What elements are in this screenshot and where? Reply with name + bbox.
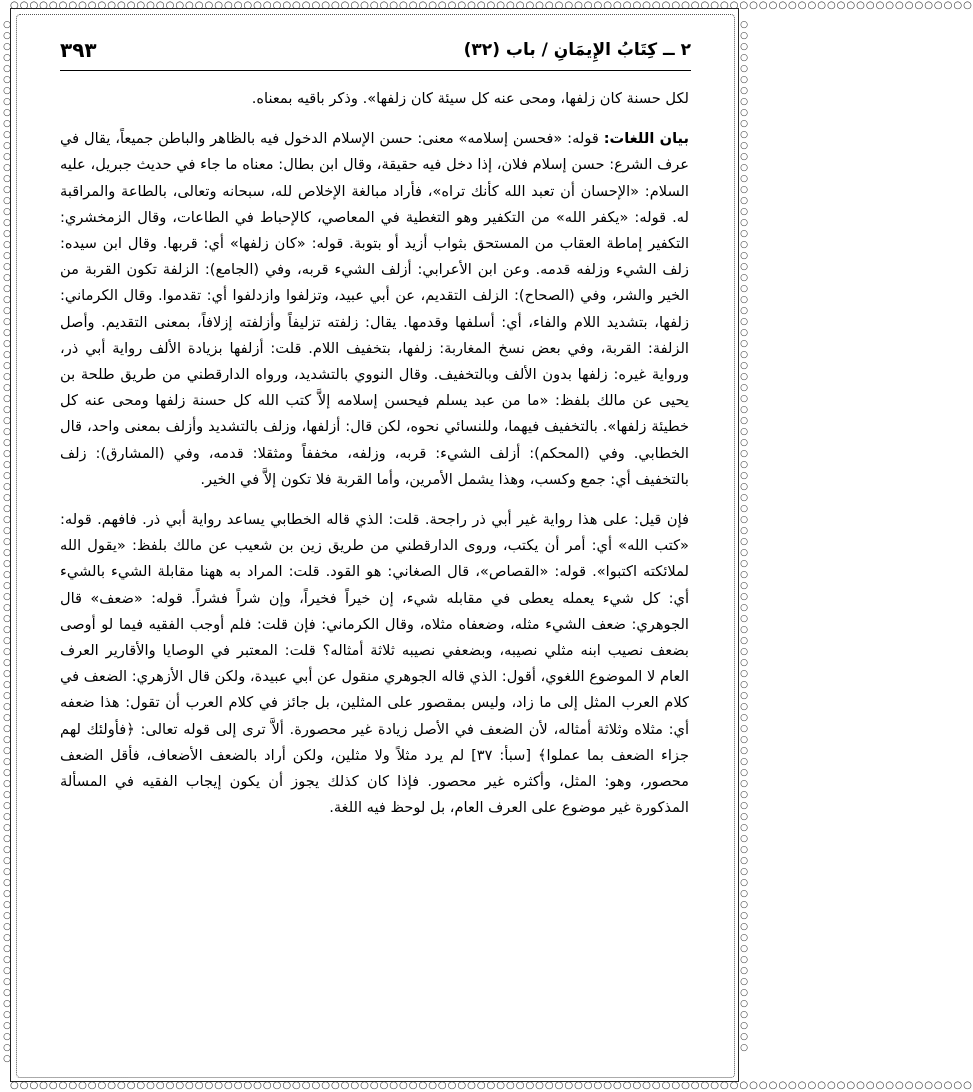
page-body	[60, 86, 689, 1056]
body-paragraph	[60, 507, 689, 821]
ornamental-border-right: ○○○○○○○○○○○○○○○○○○○○○○○○○○○○○○○○○○○○○○○○○○○○○○○○○○○○○○○○○○○○○○○○○○○○○○○○○○○○○○○○○○○○○○○○○○○○○○	[740, 20, 748, 1053]
body-paragraph	[60, 86, 689, 112]
ornamental-border-bottom: ○○○○○○○○○○○○○○○○○○○○○○○○○○○○○○○○○○○○○○○○○○○○○○○○○○○○○○○○○○○○○○○○○○○○○○○○○○○○○○○○○○○○○○○○○○○○○○○○○○○	[10, 1080, 973, 1091]
paragraph-text: لكل حسنة كان زلفها، ومحى عنه كل سيئة كان زلفها». وذكر باقيه بمعناه.	[251, 90, 689, 107]
paragraph-text: فإن قيل: على هذا رواية غير أبي ذر راجحة. قلت: الذي قاله الخطابي يساعد رواية أبي ذر. فافهم. قوله: «كتب الله» أي: أمر أن يكتب، وروى الدارقطني من طريق زين بن شعيب عن مالك بلفظ: «يقول الله لملائكته اكتبوا». قوله: «القصاص»، قال الصغاني: هو القود. قلت: المراد به ههنا مقابلة الشيء بالشيء أي: كل شيء يعمله يعطى في مقابله شيء، إن خيراً فخيراً، وإن شراً فشراً. قوله: «ضعف» قال الجوهري: ضعف الشيء مثله، وضعفاه مثلاه، وقال الكرماني: فإن قلت: فلم أوجب الفقيه فيما لو أوصى بضعف نصيب ابنه مثلي نصيبه، وبضعفي نصيبه ثلاثة أمثاله؟ قلت: المعتبر في الوصايا والأقارير العرف العام لا الموضوع اللغوي، أقول: الذي قاله الجوهري منقول عن أبي عبيدة، ولكن قال الأزهري: الضعف في كلام العرب المثل إلى ما زاد، وليس بمقصور على المثلين، بل جائز في كلام العرب أن تقول: هذا ضعفه أي: مثلاه وثلاثة أمثاله، لأن الضعف في الأصل زيادة غير محصورة. ألاَّ ترى إلى قوله تعالى: ﴿فأولئك لهم جزاء الضعف بما عملوا﴾ [سبأ: ٣٧] لم يرد مثلاً ولا مثلين، ولكن أراد بالضعف الأضعاف، فأقل الضعف محصور، وهو: المثل، وأكثره غير محصور. فإذا كان كذلك يجوز أن يكون إيجاب الفقيه في المسألة المذكورة غير موضوع على العرف العام، بل لوحظ فيه اللغة.	[60, 511, 689, 817]
section-label: بيان اللغات:	[603, 130, 689, 148]
ornamental-border-left: ○○○○○○○○○○○○○○○○○○○○○○○○○○○○○○○○○○○○○○○○○○○○○○○○○○○○○○○○○○○○○○○○○○○○○○○○○○○○○○○○○○○○○○○○○○○○○○○	[3, 20, 11, 1064]
paragraph-gap	[60, 493, 689, 507]
paragraph-gap	[60, 112, 689, 126]
section-paragraph	[60, 126, 689, 493]
page-header	[60, 36, 691, 71]
ornamental-border-top: ○○○○○○○○○○○○○○○○○○○○○○○○○○○○○○○○○○○○○○○○○○○○○○○○○○○○○○○○○○○○○○○○○○○○○○○○○○○○○○○○○○○○○○○○○○○○○○○○○○○	[10, 0, 973, 11]
page-number: ٣٩٣	[60, 38, 97, 62]
paragraph-text: قوله: «فحسن إسلامه» معنى: حسن الإسلام الدخول فيه بالظاهر والباطن جميعاً، يقال في عرف الشرع: حسن إسلام فلان، إذا دخل فيه حقيقة، وقال ابن بطال: معناه ما جاء في حديث جبريل، عليه السلام: «الإحسان أن تعبد الله كأنك تراه»، فأراد مبالغة الإخلاص لله، سبحانه وتعالى، بالطاعة والمراقبة له. قوله: «يكفر الله» من التكفير وهو التغطية في المعاصي، كالإحباط في الطاعات، وقال الزمخشري: التكفير إماطة العقاب من المستحق بثواب أزيد أو بتوبة. قوله: «كان زلفها» أي: قربها. وقال ابن سيده: زلف الشيء وزلفه قدمه. وعن ابن الأعرابي: أزلف الشيء قربه، وفي (الجامع): الزلفة تكون القربة من الخير والشر، وفي (الصحاح): الزلف التقديم، عن أبي عبيد، وتزلفوا وازدلفوا أي: تقدموا. وقال الكرماني: زلفها، بتشديد اللام والفاء، أي: أسلفها وقدمها. يقال: زلفته تزليفاً وأزلفته إزلافاً، بمعنى التقديم. وأصل الزلفة: القربة، وفي بعض نسخ المغاربة: زلفها، بتخفيف اللام. قلت: أزلفها بزيادة الألف رواية أبي ذر، ورواية غيره: زلفها بدون الألف وبالتخفيف. وقال النووي بالتشديد، ورواه الدارقطني من طريق طلحة بن يحيى عن مالك بلفظ: «ما من عبد يسلم فيحسن إسلامه إلاَّ كتب الله كل حسنة زلفها ومحى عنه كل خطيئة زلفها». بالتخفيف فيهما، وللنسائي نحوه، لكن قال: أزلفها، وزلف بالتشديد وأزلف بمعنى واحد، قال الخطابي. وفي (المحكم): أزلف الشيء: قربه، وزلفه، مخففاً ومثقلا: قدمه، وفي (المشارق): زلف بالتخفيف أي: جمع وكسب، وهذا يشمل الأمرين، وأما القربة فلا تكون إلاَّ في الخير.	[60, 130, 689, 488]
running-head: ٢ ــ كِتَابُ الإِيمَانِ / باب (٣٢)	[463, 40, 691, 60]
